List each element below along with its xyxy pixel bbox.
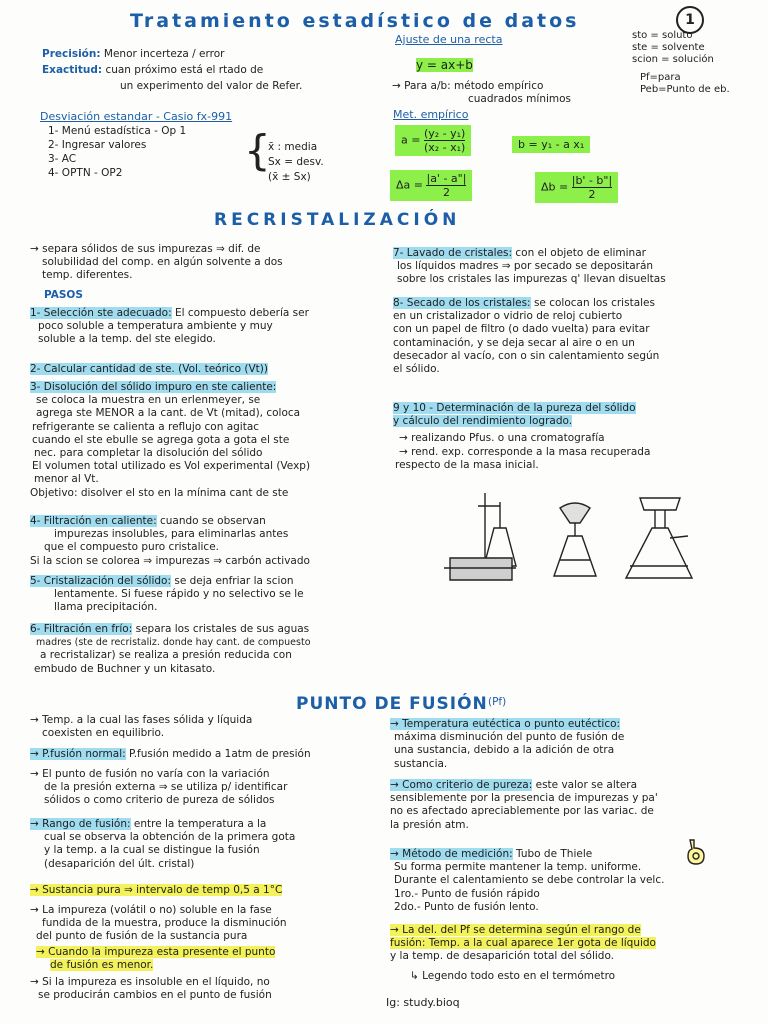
legend-scion: scion = solución: [632, 54, 714, 65]
legend-sto: sto = soluto: [632, 30, 693, 41]
desviacion-steps: [48, 124, 186, 180]
precision-definition: [42, 48, 224, 61]
pf-determinacion-line: y la temp. de desaparición total del sólido.: [390, 950, 615, 963]
step-1-text: soluble a la temp. del ste elegido.: [38, 333, 216, 346]
recri-intro-line: → separa sólidos de sus impurezas ⇒ dif. de: [30, 243, 261, 255]
step-9-10: [393, 402, 650, 472]
step-4-text: impurezas insolubles, para eliminarlas antes: [54, 528, 289, 541]
step-8-text: se colocan los cristales: [533, 297, 655, 309]
step-1: [30, 307, 309, 347]
pf-metodo-text: 2do.- Punto de fusión lento.: [394, 900, 539, 913]
step-3-text: refrigerante se calienta a reflujo con agitac: [32, 420, 260, 433]
step-5-text: se deja enfriar la scion: [174, 575, 294, 587]
pf-rango-text: (desaparición del últ. cristal): [44, 857, 195, 870]
pf-insoluble-line: → Si la impureza es insoluble en el líquido, no: [30, 976, 270, 988]
step-1-text: El compuesto debería ser: [174, 307, 309, 319]
pf-criterio: [390, 779, 658, 832]
pf-criterio-text: sensiblemente por la presencia de impurezas y pa': [390, 792, 658, 805]
formula-delta-a-den: 2: [442, 186, 450, 200]
pf-menor: [36, 946, 275, 972]
pf-variacion-line: de la presión externa ⇒ se utiliza p/ identificar: [44, 781, 288, 794]
pf-metodo-text: Su forma permite mantener la temp. uniforme.: [394, 861, 642, 874]
pf-variacion-line: → El punto de fusión no varía con la variación: [30, 768, 270, 780]
step-5: [30, 575, 304, 615]
punto-fusion-title: PUNTO DE FUSIÓN: [296, 694, 488, 714]
pf-impureza: [30, 904, 287, 944]
desviacion-title: Desviación estandar - Casio fx-991: [40, 110, 233, 123]
step-7-text: sobre los cristales las impurezas q' llevan disueltas: [397, 273, 666, 286]
legend-pf: Pf=para: [640, 72, 681, 83]
step-6-text: a recristalizar) se realiza a presión reducida con: [40, 649, 292, 662]
pf-rango: [30, 818, 295, 871]
pasos-heading: PASOS: [44, 289, 83, 301]
recristalizacion-title: RECRISTALIZACIÓN: [214, 210, 461, 230]
step-4-text: Si la scion se colorea ⇒ impurezas ⇒ carbón activado: [30, 554, 310, 567]
desviacion-desv: Sx = desv.: [268, 156, 324, 168]
pf-criterio-text: la presión atm.: [390, 818, 469, 831]
step-3-text: El volumen total utilizado es Vol experimental (Vexp): [32, 460, 311, 473]
ajuste-eq-text: y = ax+b: [416, 58, 473, 72]
formula-delta-b: [535, 172, 618, 203]
pf-determinacion: [390, 924, 656, 964]
page-number: 1: [676, 6, 704, 34]
formula-a-num: (y₂ - y₁): [423, 127, 466, 140]
pf-impureza-line: fundida de la muestra, produce la disminución: [42, 917, 287, 930]
desviacion-results: [268, 140, 324, 185]
pf-variacion: [30, 768, 287, 808]
step-9-text: respecto de la masa inicial.: [395, 458, 539, 471]
legend-ste: ste = solvente: [632, 42, 705, 53]
step-6-text: separa los cristales de sus aguas: [135, 623, 310, 635]
step-1-text: poco soluble a temperatura ambiente y muy: [38, 320, 273, 333]
step-6-heading: 6- Filtración en frío:: [30, 623, 133, 635]
reflux-setup-icon: [444, 493, 516, 580]
formula-delta-a: [390, 170, 472, 201]
step-5-heading: 5- Cristalización del sólido:: [30, 575, 172, 587]
step-3: [30, 381, 310, 500]
desviacion-step: 3- AC: [48, 153, 77, 165]
step-4-text: que el compuesto puro cristalice.: [44, 541, 219, 554]
pf-metodo: [390, 848, 664, 914]
ajuste-line-2: cuadrados mínimos: [468, 93, 572, 105]
recri-intro-line: solubilidad del comp. en algún solvente a dos: [42, 256, 283, 269]
pf-rango-text: y la temp. a la cual se distingue la fusión: [44, 844, 260, 857]
step-7-text: los líquidos madres ⇒ por secado se depositarán: [397, 260, 654, 273]
desviacion-step: 1- Menú estadística - Op 1: [48, 125, 187, 137]
formula-a: [395, 125, 471, 156]
step-5-text: lentamente. Si fuese rápido y no selectivo se le: [54, 588, 304, 601]
step-5-text: llama precipitación.: [54, 601, 158, 614]
step-7-heading: 7- Lavado de cristales:: [393, 247, 513, 259]
pf-sustancia-pura-text: → Sustancia pura ⇒ intervalo de temp 0,5 a 1°C: [30, 884, 283, 896]
pf-metodo-heading: → Método de medición:: [390, 848, 513, 860]
pf-rango-text: cual se observa la obtención de la primera gota: [44, 831, 296, 844]
punto-fusion-abbr: (Pf): [488, 696, 507, 708]
lab-equipment-drawing: [430, 488, 710, 598]
formula-delta-a-num: |a' - a"|: [426, 172, 467, 185]
step-3-text: cuando el ste ebulle se agrega gota a gota el ste: [32, 433, 290, 446]
pf-normal-heading: → P.fusión normal:: [30, 748, 126, 760]
step-4: [30, 515, 310, 568]
pf-eutectica-text: una sustancia, debido a la adición de otra: [394, 744, 615, 757]
pf-menor-line: → Cuando la impureza esta presente el punto: [36, 946, 276, 958]
pf-eutectica: [390, 718, 624, 771]
pf-intro-line: → Temp. a la cual las fases sólida y líquida: [30, 714, 253, 726]
pf-criterio-text: no es afectado apreciablemente por las variac. de: [390, 805, 654, 818]
formula-b: b = y₁ - a x₁: [512, 136, 590, 153]
step-6: [30, 623, 311, 676]
abbreviation-legend: [632, 30, 714, 66]
ajuste-title: Ajuste de una recta: [395, 33, 503, 46]
pf-impureza-line: del punto de fusión de la sustancia pura: [36, 930, 248, 943]
ajuste-line-1: → Para a/b: método empírico: [392, 80, 544, 92]
step-4-text: cuando se observan: [159, 515, 266, 527]
pf-variacion-line: sólidos o como criterio de pureza de sólidos: [44, 794, 275, 807]
exactitud-text-1: cuan próximo está el rtado de: [105, 64, 264, 76]
step-6-text: embudo de Buchner y un kitasato.: [34, 662, 216, 675]
desviacion-step: 4- OPTN - OP2: [48, 167, 123, 179]
exactitud-text-2: un experimento del valor de Refer.: [120, 80, 303, 92]
step-8-text: el sólido.: [393, 363, 440, 376]
pf-normal-text: P.fusión medido a 1atm de presión: [129, 748, 311, 760]
formula-delta-b-lhs: Δb =: [541, 180, 569, 194]
exactitud-label: Exactitud:: [42, 64, 103, 76]
step-6-text: madres (ste de recristaliz. donde hay cant. de compuesto: [36, 637, 311, 649]
step-9-text: → realizando Pfus. o una cromatografía: [399, 432, 605, 445]
pf-sustancia-pura: [30, 884, 282, 897]
buchner-funnel-icon: [554, 503, 596, 576]
thiele-tube-icon: [684, 838, 710, 866]
pf-intro: [30, 714, 252, 740]
pf-rango-heading: → Rango de fusión:: [30, 818, 131, 830]
step-3-text: se coloca la muestra en un erlenmeyer, se: [36, 394, 261, 407]
formula-a-fraction: [424, 127, 465, 154]
step-8-heading: 8- Secado de los cristales:: [393, 297, 531, 309]
pf-metodo-text: Tubo de Thiele: [516, 848, 593, 860]
formula-delta-b-num: |b' - b"|: [571, 174, 613, 187]
formula-delta-b-fraction: [572, 174, 612, 201]
step-9-text: → rend. exp. corresponde a la masa recuperada: [399, 445, 651, 458]
step-3-text: nec. para completar la disolución del sólido: [34, 447, 263, 460]
pf-metodo-text: Durante el calentamiento se debe controlar la velc.: [394, 874, 665, 887]
step-7: [393, 247, 666, 287]
step-9-heading-2: y cálculo del rendimiento logrado.: [393, 415, 573, 428]
formula-delta-a-fraction: [426, 172, 466, 199]
pf-criterio-heading: → Como criterio de pureza:: [390, 779, 533, 791]
step-8-text: en un cristalizador o vidrio de reloj cubierto: [393, 310, 623, 323]
step-2-heading: 2- Calcular cantidad de ste. (Vol. teórico (Vt)): [30, 363, 268, 375]
pf-eutectica-text: sustancia.: [394, 757, 448, 770]
step-9-heading: 9 y 10 - Determinación de la pureza del sólido: [393, 402, 636, 414]
step-8-text: con un papel de filtro (o dado vuelta) para evitar: [393, 323, 650, 336]
curly-brace: {: [244, 126, 271, 175]
recri-intro-line: temp. diferentes.: [42, 269, 133, 282]
formula-delta-b-den: 2: [588, 188, 596, 202]
step-3-text: agrega ste MENOR a la cant. de Vt (mitad), coloca: [36, 407, 301, 420]
step-4-heading: 4- Filtración en caliente:: [30, 515, 157, 527]
legend-peb: Peb=Punto de eb.: [640, 84, 730, 95]
precision-label: Precisión:: [42, 48, 101, 60]
pf-normal: [30, 748, 311, 761]
pf-determinacion-line: → La del. del Pf se determina según el rango de: [390, 924, 641, 936]
metodo-title: Met. empírico: [393, 108, 469, 121]
recri-intro: [30, 243, 283, 283]
pf-intro-line: coexisten en equilibrio.: [42, 727, 165, 740]
precision-text: Menor incerteza / error: [103, 48, 225, 60]
pf-determinacion-line: fusión: Temp. a la cual aparece 1er gota de líquido: [390, 937, 656, 950]
pf-rango-text: entre la temperatura a la: [133, 818, 267, 830]
step-2: [30, 363, 268, 376]
exactitud-definition: [42, 64, 263, 77]
pf-insoluble-line: se producirán cambios en el punto de fusión: [38, 989, 272, 1002]
step-1-heading: 1- Selección ste adecuado:: [30, 307, 172, 319]
pf-insoluble: [30, 976, 272, 1002]
pf-legendo: ↳ Legendo todo esto en el termómetro: [410, 970, 616, 982]
step-8-text: desecador al vacío, con o sin calentamiento según: [393, 349, 660, 362]
desviacion-media: x̄ : media: [268, 141, 318, 153]
pf-impureza-line: → La impureza (volátil o no) soluble en la fase: [30, 904, 272, 916]
desviacion-result: (x̄ ± Sx): [268, 171, 311, 183]
step-7-text: con el objeto de eliminar: [515, 247, 646, 259]
desviacion-step: 2- Ingresar valores: [48, 139, 147, 151]
credit-text: Ig: study.bioq: [386, 996, 460, 1009]
step-3-text: menor al Vt.: [34, 473, 99, 486]
pf-metodo-text: 1ro.- Punto de fusión rápido: [394, 887, 540, 900]
step-3-text: Objetivo: disolver el sto en la mínima cant de ste: [30, 486, 289, 499]
pf-eutectica-text: máxima disminución del punto de fusión de: [394, 731, 625, 744]
ajuste-equation: [410, 58, 479, 73]
pf-criterio-text: este valor se altera: [535, 779, 638, 791]
step-3-heading: 3- Disolución del sólido impuro en ste caliente:: [30, 381, 277, 393]
pf-eutectica-heading: → Temperatura eutéctica o punto eutéctico:: [390, 718, 621, 730]
step-8: [393, 297, 659, 376]
formula-a-lhs: a =: [401, 133, 421, 147]
kitasato-flask-icon: [626, 498, 692, 578]
formula-a-den: (x₂ - x₁): [423, 141, 466, 155]
pf-menor-line: de fusión es menor.: [50, 959, 154, 972]
page-title: Tratamiento estadístico de datos: [130, 10, 580, 32]
step-8-text: contaminación, y se deja secar al aire o en un: [393, 336, 635, 349]
legend-pf-block: [640, 72, 730, 96]
formula-delta-a-lhs: Δa =: [396, 178, 423, 192]
